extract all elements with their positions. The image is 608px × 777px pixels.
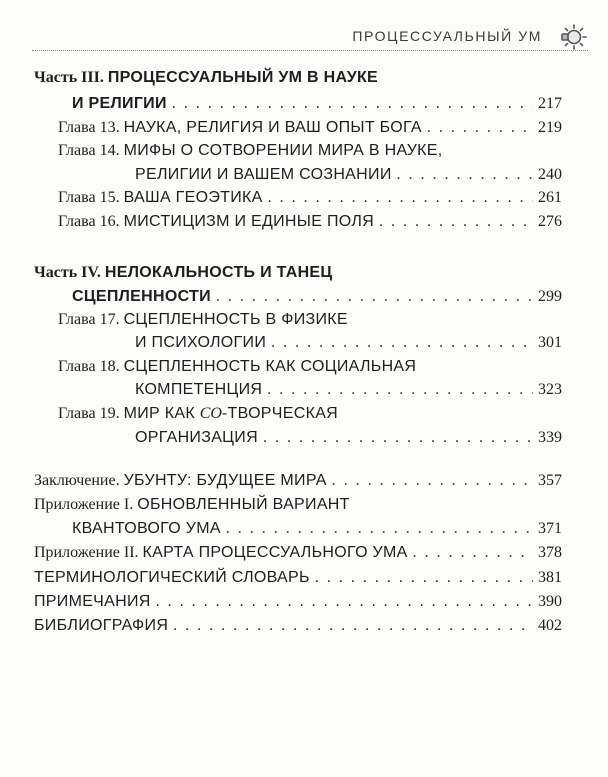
- toc-conclusion-label: Заключение. УБУНТУ: БУДУЩЕЕ МИРА: [34, 472, 327, 489]
- toc-ch19-line1: [58, 401, 338, 427]
- toc-bibliography-page: 402: [538, 617, 562, 634]
- toc-part3-line2[interactable]: [72, 91, 562, 117]
- toc-part4-line1: [34, 260, 332, 286]
- toc-glossary-title: ТЕРМИНОЛОГИЧЕСКИЙ СЛОВАРЬ: [34, 569, 310, 586]
- toc-ch17-page: 301: [538, 334, 562, 351]
- toc-leader: [332, 468, 533, 494]
- toc-ch18-title-line2: КОМПЕТЕНЦИЯ: [135, 381, 263, 398]
- toc-app1-page: 371: [538, 520, 562, 537]
- toc-bibliography[interactable]: [34, 613, 562, 639]
- toc-leader: [268, 185, 533, 211]
- toc-ch17-prefix: Глава 17.: [58, 311, 120, 328]
- toc-chapter-18[interactable]: [135, 377, 562, 403]
- toc-part3-title-line2: И РЕЛИГИИ: [72, 95, 167, 112]
- toc-leader: [413, 540, 533, 566]
- toc-part3-page: 217: [538, 95, 562, 112]
- toc-ch14-page: 240: [538, 166, 562, 183]
- toc-app2-page: 378: [538, 544, 562, 561]
- lightbulb-icon: [554, 22, 588, 52]
- toc-leader: [379, 209, 533, 235]
- toc-leader: [263, 425, 533, 451]
- toc-ch15-label: Глава 15. ВАША ГЕОЭТИКА: [58, 189, 263, 206]
- toc-appendix-1[interactable]: [72, 516, 562, 542]
- toc-app1-line1: [34, 492, 350, 518]
- toc-ch14-title-line2: РЕЛИГИИ И ВАШЕМ СОЗНАНИИ: [135, 166, 392, 183]
- toc-app1-title-line2: КВАНТОВОГО УМА: [72, 520, 221, 537]
- toc-leader: [226, 516, 533, 542]
- toc-ch17-title-line1: СЦЕПЛЕННОСТЬ В ФИЗИКЕ: [123, 311, 348, 328]
- toc-ch14-line1: [58, 138, 443, 164]
- toc-ch19-title-italic: СО: [199, 405, 222, 422]
- toc-appendix-2[interactable]: [34, 540, 562, 566]
- toc-conclusion-page: 357: [538, 472, 562, 489]
- toc-ch19-title-a: МИР КАК: [123, 405, 200, 422]
- toc-part4-page: 299: [538, 288, 562, 305]
- running-header-title: ПРОЦЕССУАЛЬНЫЙ УМ: [352, 28, 542, 44]
- toc-leader: [427, 115, 533, 141]
- toc-ch19-page: 339: [538, 429, 562, 446]
- toc-ch17-title-line2: И ПСИХОЛОГИИ: [135, 334, 267, 351]
- toc-ch18-prefix: Глава 18.: [58, 358, 120, 375]
- toc-leader: [173, 613, 533, 639]
- toc-leader: [267, 377, 533, 403]
- toc-notes-page: 390: [538, 593, 562, 610]
- toc-chapter-16[interactable]: [58, 209, 562, 235]
- toc-notes-title: ПРИМЕЧАНИЯ: [34, 593, 151, 610]
- toc-ch15-page: 261: [538, 189, 562, 206]
- toc-glossary-page: 381: [538, 569, 562, 586]
- toc-ch19-prefix: Глава 19.: [58, 405, 120, 422]
- toc-glossary[interactable]: [34, 565, 562, 591]
- toc-ch18-page: 323: [538, 381, 562, 398]
- toc-leader: [271, 330, 533, 356]
- toc-leader: [172, 91, 533, 117]
- toc-part3-prefix: Часть III.: [34, 69, 104, 86]
- toc-part4-title-line1: НЕЛОКАЛЬНОСТЬ И ТАНЕЦ: [104, 264, 333, 281]
- toc-ch19-title-line2: ОРГАНИЗАЦИЯ: [135, 429, 258, 446]
- toc-leader: [315, 565, 533, 591]
- toc-ch14-prefix: Глава 14.: [58, 142, 120, 159]
- toc-ch16-page: 276: [538, 213, 562, 230]
- toc-leader: [156, 589, 533, 615]
- toc-ch18-title-line1: СЦЕПЛЕННОСТЬ КАК СОЦИАЛЬНАЯ: [123, 358, 417, 375]
- toc-ch13-page: 219: [538, 119, 562, 136]
- toc-ch16-label: Глава 16. МИСТИЦИЗМ И ЕДИНЫЕ ПОЛЯ: [58, 213, 374, 230]
- toc-notes[interactable]: [34, 589, 562, 615]
- toc-app1-title-line1: ОБНОВЛЕННЫЙ ВАРИАНТ: [137, 496, 350, 513]
- toc-ch19-title-c: -ТВОРЧЕСКАЯ: [221, 405, 339, 422]
- toc-chapter-15[interactable]: [58, 185, 562, 211]
- header-divider: [32, 50, 588, 51]
- toc-part4-prefix: Часть IV.: [34, 264, 101, 281]
- toc-ch14-title-line1: МИФЫ О СОТВОРЕНИИ МИРА В НАУКЕ,: [123, 142, 443, 159]
- toc-chapter-19[interactable]: [135, 425, 562, 451]
- toc-part4-title-line2: СЦЕПЛЕННОСТИ: [72, 288, 211, 305]
- toc-part3-line1: [34, 65, 378, 91]
- toc-app2-label: Приложение II. КАРТА ПРОЦЕССУАЛЬНОГО УМА: [34, 544, 408, 561]
- toc-bibliography-title: БИБЛИОГРАФИЯ: [34, 617, 169, 634]
- running-header: [0, 0, 608, 52]
- toc-part3-title-line1: ПРОЦЕССУАЛЬНЫЙ УМ В НАУКЕ: [107, 69, 379, 86]
- toc-ch13-label: Глава 13. НАУКА, РЕЛИГИЯ И ВАШ ОПЫТ БОГА: [58, 119, 422, 136]
- toc-chapter-17[interactable]: [135, 330, 562, 356]
- toc-conclusion[interactable]: [34, 468, 562, 494]
- toc-app1-prefix: Приложение I.: [34, 496, 134, 513]
